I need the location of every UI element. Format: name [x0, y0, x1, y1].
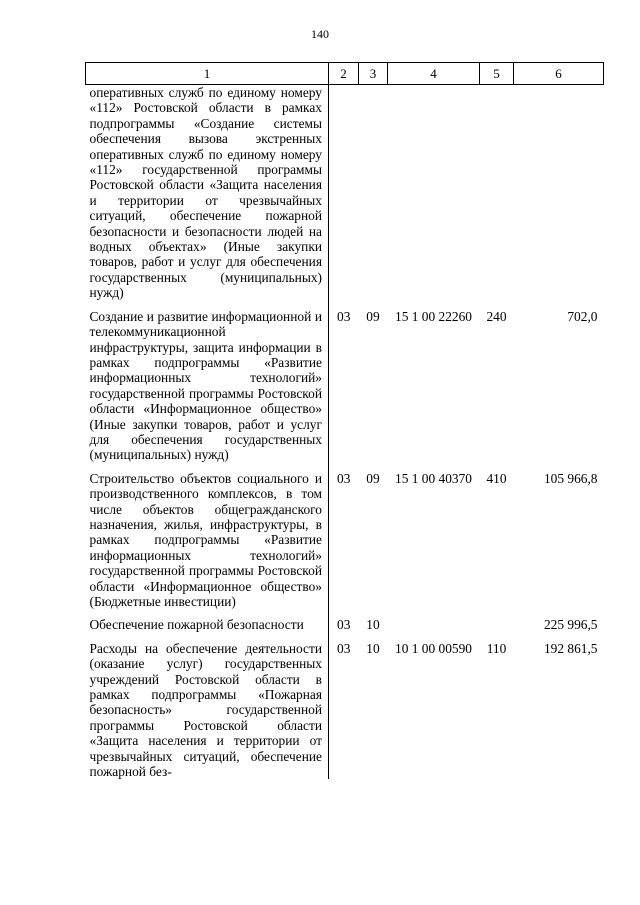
- table-row: [86, 617, 604, 640]
- row-subsection: 09: [366, 308, 380, 324]
- row-subsection: 10: [366, 640, 380, 656]
- row-expense-type: 240: [486, 308, 507, 324]
- table-row: [86, 85, 604, 309]
- row-name: Обеспечение пожарной безопасности: [86, 617, 329, 640]
- row-section: 03: [337, 308, 351, 324]
- row-amount: [514, 85, 604, 309]
- column-number-header: [86, 63, 604, 85]
- row-expense-type: 410: [486, 470, 507, 486]
- row-subsection: 09: [366, 470, 380, 486]
- row-target-code: [388, 85, 480, 309]
- column-header-1: 1: [86, 63, 329, 85]
- column-header-6: 6: [514, 63, 604, 85]
- row-amount: 702,0: [567, 308, 598, 324]
- column-header-2: 2: [329, 63, 359, 85]
- row-name: Строительство объектов социального и производственного комплексов, в том числе объектов общегражданского назначения, жилья, инфраструктуры, в рамках подпрограммы «Развитие информационных технологий» государственной программы Ростовской области «Информационное общество» (Бюджетные инвестиции): [86, 471, 329, 618]
- table-row: [86, 309, 604, 471]
- row-target-code: 15 1 00 40370: [395, 470, 472, 486]
- row-amount: 225 996,5: [543, 617, 598, 633]
- page-number: 140: [311, 27, 329, 41]
- row-amount: 105 966,8: [543, 470, 598, 486]
- column-header-4: 4: [388, 63, 480, 85]
- row-target-code: 15 1 00 22260: [395, 308, 472, 324]
- row-expense-type: [480, 617, 514, 640]
- row-expense-type: 110: [486, 640, 507, 656]
- row-name: Расходы на обеспечение деятельности (оказание услуг) государственных учреждений Ростовской области в рамках подпрограммы «Пожарная безопасность» государственной программы Ростовской области «Защита населения и территории от чрезвычайных ситуаций, обеспечение пожарной без-: [86, 641, 329, 780]
- budget-table: [85, 62, 604, 779]
- row-expense-type: [480, 85, 514, 309]
- row-subsection: 10: [366, 617, 380, 633]
- row-target-code: [388, 617, 480, 640]
- row-subsection: [359, 85, 388, 309]
- row-target-code: 10 1 00 00590: [395, 640, 472, 656]
- row-section: [329, 85, 359, 309]
- table-row: [86, 471, 604, 618]
- column-header-3: 3: [359, 63, 388, 85]
- row-section: 03: [337, 640, 351, 656]
- row-name: Создание и развитие информационной и телекоммуникационной инфраструктуры, защита информации в рамках подпрограммы «Развитие информационных технологий» государственной программы Ростовской области «Информационное общество» (Иные закупки товаров, работ и услуг для обеспечения государственных (муниципальных) нужд): [86, 309, 329, 471]
- row-section: 03: [337, 470, 351, 486]
- row-name: оперативных служб по единому номеру «112» Ростовской области в рамках подпрограммы «Создание системы обеспечения вызова экстренных оперативных служб по единому номеру «112» государственной программы Ростовской области «Защита населения и территории от чрезвычайных ситуаций, обеспечение пожарной безопасности и безопасности людей на водных объектах» (Иные закупки товаров, работ и услуг для обеспечения государственных (муниципальных) нужд): [86, 85, 329, 309]
- row-amount: 192 861,5: [543, 640, 598, 656]
- column-header-5: 5: [480, 63, 514, 85]
- row-section: 03: [337, 617, 351, 633]
- table-row: [86, 641, 604, 780]
